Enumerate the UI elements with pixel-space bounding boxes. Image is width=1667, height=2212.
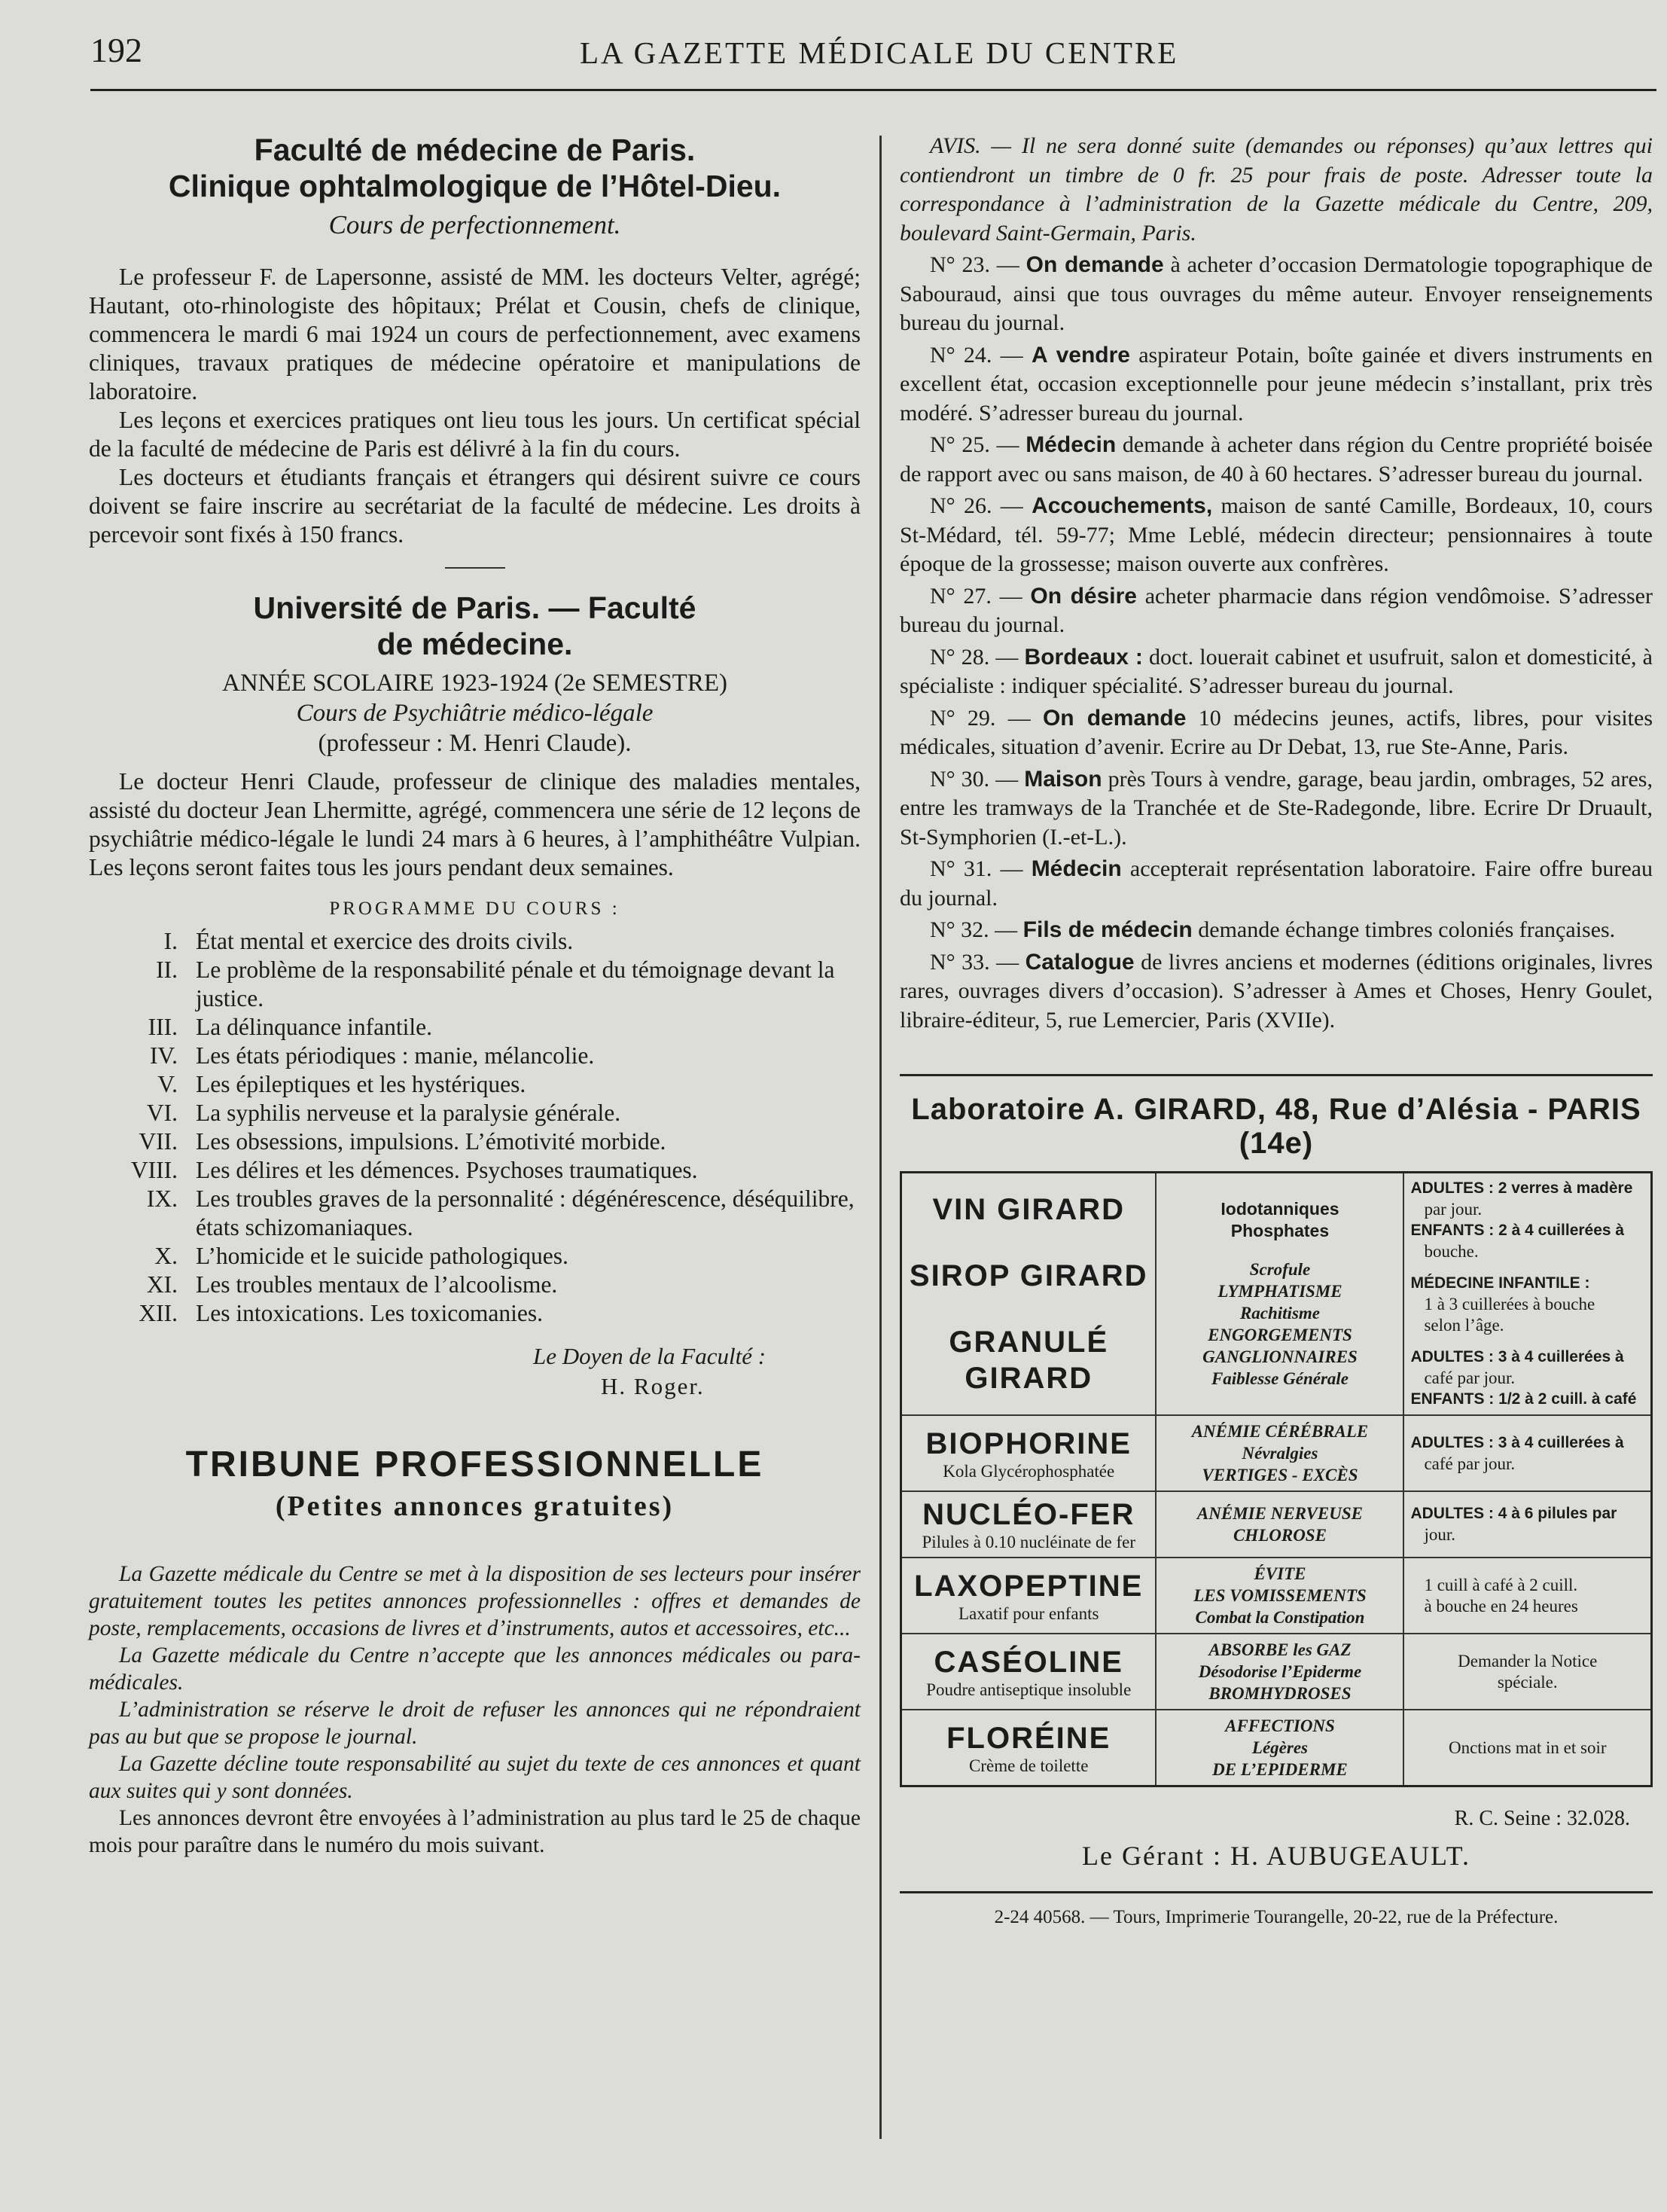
indication-text: Scrofule — [1249, 1260, 1311, 1279]
product-name: SIROP GIRARD — [909, 1259, 1148, 1292]
product-cell — [901, 1634, 1157, 1710]
classified-ad — [900, 251, 1653, 338]
indication-cell — [1156, 1634, 1403, 1710]
ad-heading: Catalogue — [1025, 949, 1135, 975]
course-name: Cours de Psychiâtrie médico-légale — [296, 700, 654, 727]
program-item — [89, 927, 861, 956]
ad-heading: Bordeaux : — [1024, 644, 1143, 670]
paragraph: Les docteurs et étudiants français et étrangers qui désirent suivre ce cours doivent se faire inscrire au secrétariat de la faculté de médecine. Les droits à percevoir sont fixés à 150 francs. — [89, 464, 861, 548]
program-item-text: Les délires et les démences. Psychoses traumatiques. — [196, 1157, 698, 1183]
program-item-text: Les troubles mentaux de l’alcoolisme. — [196, 1271, 558, 1298]
product-name: BIOPHORINE — [925, 1426, 1132, 1460]
classified-ad — [900, 855, 1653, 913]
journal-title: LA GAZETTE MÉDICALE DU CENTRE — [580, 35, 1179, 70]
section-title: Université de Paris. — Faculté — [253, 590, 696, 625]
indication-text: ÉVITE — [1254, 1564, 1306, 1583]
product-cell — [901, 1491, 1157, 1558]
classified-ad — [900, 765, 1653, 853]
dosage-cell — [1403, 1558, 1651, 1634]
dosage-text: ADULTES : 4 à 6 pilules par — [1410, 1505, 1617, 1522]
tribune-subtitle: (Petites annonces gratuites) — [275, 1490, 675, 1522]
dosage-cell — [1403, 1710, 1651, 1786]
laboratory-advert-title: Laboratoire A. GIRARD, 48, Rue d’Alésia - PARIS (14e) — [911, 1093, 1641, 1160]
indication-text: Phosphates — [1230, 1221, 1330, 1240]
ad-heading: A vendre — [1031, 342, 1130, 368]
program-item-number: III. — [148, 1014, 178, 1040]
section-subtitle: Cours de perfectionnement. — [328, 210, 621, 240]
program-item — [89, 1042, 861, 1070]
course-professor: (professeur : M. Henri Claude). — [318, 730, 632, 757]
dosage-cell — [1403, 1415, 1651, 1491]
page-number: 192 — [90, 31, 142, 69]
dosage-text: selon l’âge. — [1424, 1316, 1504, 1335]
indication-text: VERTIGES - EXCÈS — [1202, 1466, 1358, 1484]
dosage-text: Demander la Notice — [1458, 1651, 1598, 1670]
dosage-text: café par jour. — [1424, 1368, 1516, 1387]
notice: AVIS. — Il ne sera donné suite (demandes ou réponses) qu’aux lettres qui contiendront un timbre de 0 fr. 25 pour frais de poste. Adresser toute la correspondance à l’administration de la Gazette médicale du Centre, 209, boulevard Saint-Germain, Paris. — [900, 133, 1653, 246]
tribune-title: TRIBUNE PROFESSIONNELLE — [185, 1445, 764, 1484]
ad-number: N° 23. — — [930, 252, 1026, 277]
ad-text: maison de santé Camille, Bordeaux, 10, cours St-Médard, tél. 59-77; Mme Leblé, médecin directeur; pensionnaires à toute époque de la grossesse; maison ouverte aux confrères. — [900, 493, 1653, 576]
program-item — [89, 1070, 861, 1099]
ad-number: N° 30. — — [930, 766, 1025, 792]
paragraph: L’administration se réserve le droit de refuser les annonces qui ne répondraient pas au but que se propose le journal. — [89, 1698, 861, 1749]
program-item-text: Les troubles graves de la personnalité : dégénérescence, déséquilibre, états schizomaniaques. — [196, 1185, 855, 1240]
ad-text: aspirateur Potain, boîte gainée et divers instruments en excellent état, occasion exceptionnelle pour jeune médecin s’installant, prix très modéré. S’adresser bureau du journal. — [900, 342, 1653, 426]
ad-number: N° 29. — — [930, 705, 1043, 731]
program-item-number: VI. — [146, 1100, 178, 1126]
ad-text: accepterait représentation laboratoire. Faire offre bureau du journal. — [900, 856, 1653, 911]
program-item-text: État mental et exercice des droits civils. — [196, 928, 574, 954]
dosage-text: café par jour. — [1424, 1454, 1516, 1473]
advert-rule — [900, 1074, 1653, 1076]
indication-cell — [1156, 1710, 1403, 1786]
indication-text: Iodotanniques — [1221, 1199, 1339, 1219]
ad-number: N° 33. — — [930, 949, 1025, 975]
ad-text: doct. louerait cabinet et usufruit, salon et domesticité, à spécialiste : indiquer spécialité. S’adresser bureau du journal. — [900, 644, 1653, 698]
ad-text: demande échange timbres coloniés françaises. — [1192, 917, 1616, 942]
left-column — [89, 132, 861, 1859]
indication-text: Combat la Constipation — [1195, 1608, 1365, 1627]
classified-ad — [900, 431, 1653, 489]
indication-text: Désodorise l’Epiderme — [1198, 1662, 1362, 1681]
ad-number: N° 27. — — [930, 583, 1031, 609]
program-item — [89, 1099, 861, 1127]
product-name: GRANULÉ GIRARD — [949, 1326, 1109, 1395]
ad-number: N° 31. — — [930, 856, 1032, 881]
program-item-number: I. — [163, 928, 178, 954]
indication-text: GANGLIONNAIRES — [1202, 1347, 1358, 1366]
program-item-number: II. — [156, 956, 178, 983]
ad-heading: Fils de médecin — [1022, 917, 1193, 942]
dosage-text: ENFANTS : 2 à 4 cuillerées à — [1410, 1222, 1625, 1239]
dosage-text: MÉDECINE INFANTILE : — [1410, 1274, 1590, 1292]
dosage-text: Onctions mat in et soir — [1448, 1738, 1607, 1757]
product-cell — [901, 1415, 1157, 1491]
program-item — [89, 1156, 861, 1185]
section-title: de médecine. — [376, 627, 573, 661]
program-item-text: La syphilis nerveuse et la paralysie générale. — [196, 1100, 621, 1126]
column-divider — [879, 136, 882, 2139]
section-title: Faculté de médecine de Paris. — [254, 133, 696, 167]
footer-rule — [900, 1891, 1653, 1893]
product-cell — [901, 1710, 1157, 1786]
dosage-text: ADULTES : 2 verres à madère — [1410, 1179, 1633, 1197]
separator — [445, 567, 505, 569]
ad-text: de livres anciens et modernes (éditions originales, livres rares, ouvrages divers d’occasion). S’adresser à Ames et Choses, Henry Goulet, libraire-éditeur, 5, rue Lemercier, Paris (XVIIe). — [900, 949, 1653, 1033]
paragraph: La Gazette médicale du Centre n’accepte que les annonces médicales ou para-médicales. — [89, 1643, 861, 1695]
indication-text: LES VOMISSEMENTS — [1193, 1586, 1367, 1605]
product-row — [901, 1491, 1652, 1558]
product-name: FLORÉINE — [946, 1721, 1111, 1755]
program-item-text: Le problème de la responsabilité pénale et du témoignage devant la justice. — [196, 956, 835, 1011]
ad-heading: On demande — [1025, 252, 1164, 277]
ad-heading: Médecin — [1031, 856, 1122, 881]
indication-text: ANÉMIE NERVEUSE — [1196, 1504, 1364, 1523]
product-cell — [901, 1558, 1157, 1634]
program-item-number: IX. — [146, 1185, 178, 1212]
ad-text: 10 médecins jeunes, actifs, libres, pour visites médicales, situation d’avenir. Ecrire au Dr Debat, 13, rue Ste-Anne, Paris. — [900, 705, 1653, 759]
paragraph: La Gazette décline toute responsabilité au sujet du texte de ces annonces et quant aux suites qui y sont données. — [89, 1752, 861, 1803]
classified-ad — [900, 643, 1653, 701]
ad-number: N° 26. — — [930, 493, 1032, 518]
program-item — [89, 1271, 861, 1299]
product-row — [901, 1710, 1652, 1786]
program-item — [89, 1242, 861, 1271]
program-title: PROGRAMME DU COURS : — [329, 899, 620, 919]
indication-cell — [1156, 1558, 1403, 1634]
signature-role: Le Doyen de la Faculté : — [533, 1343, 766, 1369]
product-name: LAXOPEPTINE — [914, 1569, 1144, 1603]
ad-heading: On demande — [1042, 705, 1187, 731]
paragraph: Le professeur F. de Lapersonne, assisté de MM. les docteurs Velter, agrégé; Hautant, oto-rhinologiste des hôpitaux; Prélat et Cousin, chefs de clinique, commencera le mardi 6 mai 1924 un cours de perfectionnement, avec examens cliniques, travaux pratiques de médecine opératoire et manipulations de laboratoire. — [89, 264, 861, 404]
ad-text: acheter pharmacie dans région vendômoise. S’adresser bureau du journal. — [900, 583, 1653, 637]
section-title: Clinique ophtalmologique de l’Hôtel-Dieu. — [168, 169, 782, 203]
indication-text: Névralgies — [1242, 1444, 1318, 1463]
indication-text: LYMPHATISME — [1217, 1282, 1342, 1301]
indication-cell — [1156, 1173, 1403, 1416]
program-item-number: VIII. — [130, 1157, 178, 1183]
program-item — [89, 1013, 861, 1042]
classified-ad — [900, 704, 1653, 762]
program-item-text: Les états périodiques : manie, mélancolie. — [196, 1042, 595, 1069]
program-item-number: VII. — [139, 1128, 178, 1155]
product-description: Laxatif pour enfants — [958, 1603, 1099, 1623]
dosage-cell — [1403, 1634, 1651, 1710]
dosage-text: 1 cuill à café à 2 cuill. — [1424, 1575, 1578, 1594]
product-name: NUCLÉO-FER — [922, 1498, 1135, 1531]
product-advert-table — [900, 1171, 1653, 1787]
dosage-text: à bouche en 24 heures — [1424, 1596, 1578, 1616]
indication-cell — [1156, 1415, 1403, 1491]
dosage-text: jour. — [1424, 1525, 1455, 1544]
page-header — [90, 30, 1656, 83]
product-cell — [901, 1173, 1157, 1416]
program-item-text: La délinquance infantile. — [196, 1014, 432, 1040]
program-item — [89, 1127, 861, 1156]
school-year: ANNÉE SCOLAIRE 1923-1924 (2e SEMESTRE) — [222, 670, 727, 697]
paragraph: Les annonces devront être envoyées à l’administration au plus tard le 25 de chaque mois pour paraître dans le numéro du mois suivant. — [89, 1806, 861, 1857]
program-item-text: L’homicide et le suicide pathologiques. — [196, 1243, 568, 1269]
dosage-text: bouche. — [1424, 1242, 1479, 1261]
paragraph: Les leçons et exercices pratiques ont lieu tous les jours. Un certificat spécial de la faculté de médecine de Paris est délivré à la fin du cours. — [89, 407, 861, 462]
trade-register: R. C. Seine : 32.028. — [1454, 1807, 1630, 1830]
program-item-number: IV. — [149, 1042, 178, 1069]
dosage-text: ADULTES : 3 à 4 cuillerées à — [1410, 1348, 1624, 1365]
program-list — [89, 927, 861, 1328]
ad-text: demande à acheter dans région du Centre propriété boisée de rapport avec ou sans maison, de 40 à 60 hectares. S’adresser bureau du journal. — [900, 432, 1653, 487]
ad-text: à acheter d’occasion Dermatologie topographique de Sabouraud, ainsi que tous ouvrages du même auteur. Envoyer renseignements bureau du journal. — [900, 252, 1653, 335]
program-item-number: XI. — [146, 1271, 178, 1298]
signature-block — [89, 1341, 861, 1402]
ad-heading: Médecin — [1025, 432, 1117, 457]
dosage-text: ADULTES : 3 à 4 cuillerées à — [1410, 1433, 1624, 1451]
indication-text: ABSORBE les GAZ — [1208, 1640, 1352, 1659]
dosage-text: ENFANTS : 1/2 à 2 cuill. à café — [1410, 1390, 1637, 1408]
indication-text: Faiblesse Générale — [1211, 1369, 1349, 1388]
indication-text: ANÉMIE CÉRÉBRALE — [1191, 1422, 1369, 1441]
classified-ad — [900, 582, 1653, 640]
indication-text: AFFECTIONS — [1225, 1716, 1335, 1735]
product-description: Pilules à 0.10 nucléinate de fer — [922, 1533, 1136, 1551]
dosage-cell — [1403, 1491, 1651, 1558]
dosage-text: par jour. — [1424, 1200, 1483, 1219]
product-description: Poudre antiseptique insoluble — [926, 1680, 1132, 1699]
ad-number: N° 28. — — [930, 644, 1025, 670]
indication-text: BROMHYDROSES — [1208, 1684, 1352, 1703]
program-item-text: Les obsessions, impulsions. L’émotivité morbide. — [196, 1128, 666, 1155]
indication-text: ENGORGEMENTS — [1208, 1326, 1352, 1344]
classified-ad — [900, 492, 1653, 579]
indication-text: DE L’EPIDERME — [1212, 1760, 1348, 1779]
indication-text: CHLOROSE — [1233, 1526, 1327, 1545]
program-item-number: XII. — [139, 1300, 178, 1326]
ad-heading: Accouchements, — [1032, 493, 1213, 518]
product-description: Crème de toilette — [969, 1756, 1089, 1775]
indication-text: Légères — [1251, 1738, 1308, 1757]
product-name: VIN GIRARD — [932, 1193, 1126, 1226]
product-description: Kola Glycérophosphatée — [943, 1461, 1115, 1481]
classified-ad — [900, 916, 1653, 945]
right-column — [900, 132, 1653, 1928]
printer-line: 2-24 40568. — Tours, Imprimerie Tourangelle, 20-22, rue de la Préfecture. — [994, 1907, 1559, 1927]
ad-text: près Tours à vendre, garage, beau jardin, ombrages, 52 ares, entre les tramways de la Tranchée et de Ste-Radegonde, libre. Ecrire Dr Druault, St-Symphorien (I.-et-L.). — [900, 766, 1653, 850]
indication-cell — [1156, 1491, 1403, 1558]
product-row — [901, 1415, 1652, 1491]
dosage-text: spéciale. — [1497, 1672, 1558, 1692]
classified-ad — [900, 341, 1653, 429]
header-rule — [90, 89, 1656, 91]
dosage-cell — [1403, 1173, 1651, 1416]
product-row — [901, 1173, 1652, 1416]
program-item — [89, 1299, 861, 1328]
ad-heading: Maison — [1024, 766, 1102, 792]
classified-ad — [900, 948, 1653, 1036]
program-item-number: X. — [154, 1243, 178, 1269]
manager-line: Le Gérant : H. AUBUGEAULT. — [1082, 1841, 1470, 1871]
program-item-text: Les épileptiques et les hystériques. — [196, 1071, 526, 1097]
program-item-number: V. — [157, 1071, 178, 1097]
program-item-text: Les intoxications. Les toxicomanies. — [196, 1300, 544, 1326]
ad-number: N° 25. — — [930, 432, 1026, 457]
paragraph: Le docteur Henri Claude, professeur de clinique des maladies mentales, assisté du docteur Jean Lhermitte, agrégé, commencera une série de 12 leçons de psychiâtrie médico-légale le lundi 24 mars à 6 heures, à l’amphithéâtre Vulpian. Les leçons seront faites tous les jours pendant deux semaines. — [89, 768, 861, 880]
signature-name: H. Roger. — [601, 1373, 705, 1399]
ad-heading: On désire — [1030, 583, 1137, 609]
product-row — [901, 1558, 1652, 1634]
ad-number: N° 24. — — [930, 342, 1032, 368]
dosage-text: 1 à 3 cuillerées à bouche — [1424, 1295, 1595, 1313]
program-item — [89, 1185, 861, 1242]
product-row — [901, 1634, 1652, 1710]
product-name: CASÉOLINE — [934, 1645, 1123, 1679]
paragraph: La Gazette médicale du Centre se met à la disposition de ses lecteurs pour insérer gratuitement toutes les petites annonces professionnelles : offres et demandes de poste, remplacements, occasions de livres et d’instruments, autos et accessoires, etc... — [89, 1562, 861, 1640]
ad-number: N° 32. — — [930, 917, 1023, 942]
indication-text: Rachitisme — [1239, 1304, 1320, 1323]
program-item — [89, 956, 861, 1013]
